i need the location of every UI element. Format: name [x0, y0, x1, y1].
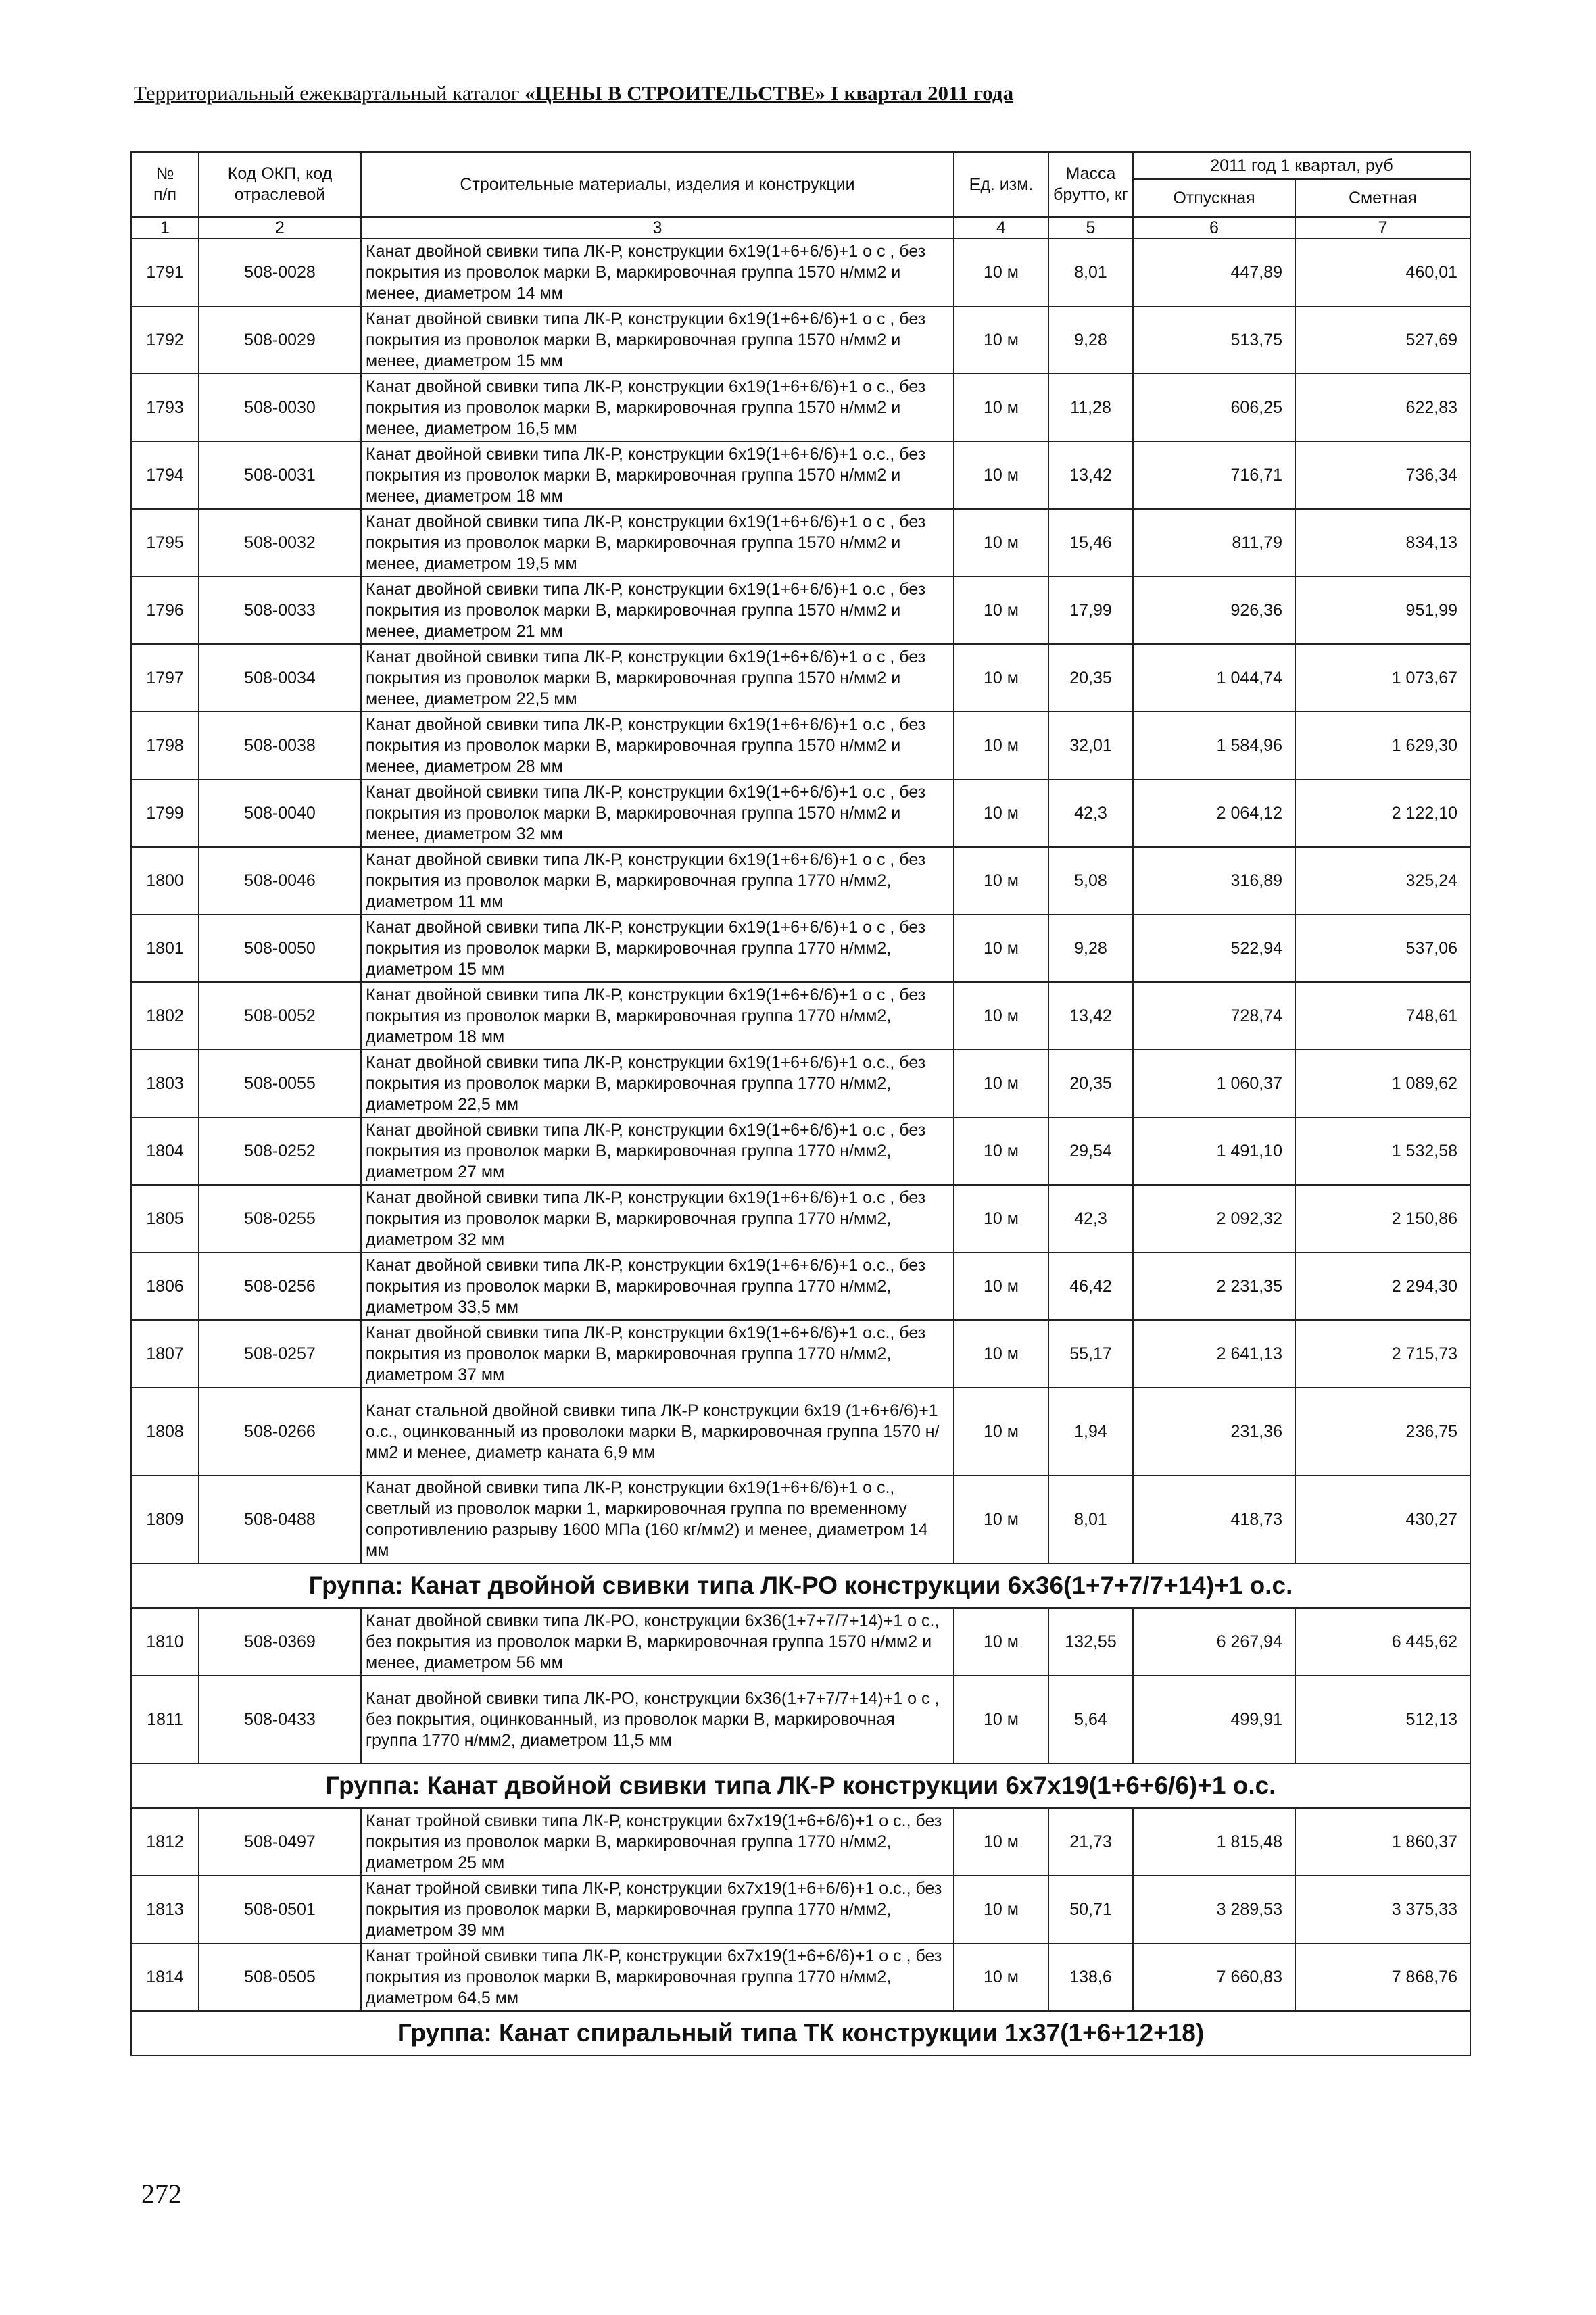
table-row: [131, 239, 1470, 306]
row-code: 508-0433: [199, 1676, 361, 1763]
row-release-price: 3 289,53: [1133, 1876, 1295, 1943]
column-index: 6: [1133, 217, 1295, 239]
row-unit: 10 м: [954, 1943, 1048, 2011]
row-release-price: 7 660,83: [1133, 1943, 1295, 2011]
row-code: 508-0052: [199, 982, 361, 1050]
table-row: [131, 779, 1470, 847]
row-number: 1796: [131, 577, 199, 644]
row-unit: 10 м: [954, 915, 1048, 982]
row-mass: 15,46: [1048, 509, 1133, 577]
row-unit: 10 м: [954, 1608, 1048, 1676]
row-mass: 29,54: [1048, 1117, 1133, 1185]
row-name: Канат тройной свивки типа ЛК-Р, конструкции 6х7х19(1+6+6/6)+1 о с , без покрытия из проволок марки В, маркировочная группа 1770 н/мм2, диаметром 64,5 мм: [361, 1943, 954, 2011]
row-number: 1804: [131, 1117, 199, 1185]
table-row: [131, 847, 1470, 915]
table-row: [131, 1808, 1470, 1876]
row-estimate-price: 460,01: [1295, 239, 1470, 306]
row-unit: 10 м: [954, 577, 1048, 644]
col-num-header: № п/п: [131, 152, 199, 217]
table-row: [131, 1320, 1470, 1388]
row-code: 508-0505: [199, 1943, 361, 2011]
row-code: 508-0257: [199, 1320, 361, 1388]
column-index: 4: [954, 217, 1048, 239]
row-mass: 13,42: [1048, 982, 1133, 1050]
row-code: 508-0501: [199, 1876, 361, 1943]
row-mass: 9,28: [1048, 915, 1133, 982]
row-name: Канат двойной свивки типа ЛК-Р, конструкции 6х19(1+6+6/6)+1 о.с., без покрытия из проволок марки В, маркировочная группа 1570 н/мм2 и менее, диаметром 18 мм: [361, 441, 954, 509]
column-index: 7: [1295, 217, 1470, 239]
table-row: [131, 441, 1470, 509]
table-row: [131, 1185, 1470, 1252]
row-number: 1808: [131, 1388, 199, 1476]
row-mass: 5,64: [1048, 1676, 1133, 1763]
row-name: Канат тройной свивки типа ЛК-Р, конструкции 6х7х19(1+6+6/6)+1 о.с., без покрытия из проволок марки В, маркировочная группа 1770 н/мм2, диаметром 39 мм: [361, 1876, 954, 1943]
row-unit: 10 м: [954, 1320, 1048, 1388]
row-unit: 10 м: [954, 1252, 1048, 1320]
row-unit: 10 м: [954, 779, 1048, 847]
row-release-price: 1 060,37: [1133, 1050, 1295, 1117]
row-estimate-price: 2 715,73: [1295, 1320, 1470, 1388]
row-estimate-price: 1 532,58: [1295, 1117, 1470, 1185]
row-name: Канат двойной свивки типа ЛК-Р, конструкции 6х19(1+6+6/6)+1 о.с , без покрытия из проволок марки В, маркировочная группа 1770 н/мм2, диаметром 27 мм: [361, 1117, 954, 1185]
row-number: 1801: [131, 915, 199, 982]
col-estimate-header: Сметная: [1295, 179, 1470, 217]
column-index: 2: [199, 217, 361, 239]
row-number: 1802: [131, 982, 199, 1050]
row-mass: 55,17: [1048, 1320, 1133, 1388]
group-title: Группа: Канат двойной свивки типа ЛК-РО конструкции 6х36(1+7+7/7+14)+1 о.с.: [131, 1563, 1470, 1608]
row-release-price: 2 092,32: [1133, 1185, 1295, 1252]
row-mass: 17,99: [1048, 577, 1133, 644]
row-unit: 10 м: [954, 1676, 1048, 1763]
row-mass: 20,35: [1048, 1050, 1133, 1117]
row-unit: 10 м: [954, 239, 1048, 306]
row-release-price: 1 584,96: [1133, 712, 1295, 779]
row-estimate-price: 430,27: [1295, 1476, 1470, 1563]
row-code: 508-0369: [199, 1608, 361, 1676]
col-code-header: Код ОКП, код отраслевой: [199, 152, 361, 217]
row-code: 508-0031: [199, 441, 361, 509]
table-row: [131, 1476, 1470, 1563]
row-number: 1810: [131, 1608, 199, 1676]
row-unit: 10 м: [954, 509, 1048, 577]
column-index: 3: [361, 217, 954, 239]
row-estimate-price: 3 375,33: [1295, 1876, 1470, 1943]
row-number: 1809: [131, 1476, 199, 1563]
page-header: [134, 81, 1283, 105]
table-row: [131, 915, 1470, 982]
row-name: Канат двойной свивки типа ЛК-Р, конструкции 6х19(1+6+6/6)+1 о.с , без покрытия из проволок марки В, маркировочная группа 1570 н/мм2 и менее, диаметром 32 мм: [361, 779, 954, 847]
row-code: 508-0497: [199, 1808, 361, 1876]
row-mass: 13,42: [1048, 441, 1133, 509]
row-mass: 32,01: [1048, 712, 1133, 779]
table-row: [131, 1252, 1470, 1320]
row-release-price: 1 044,74: [1133, 644, 1295, 712]
row-estimate-price: 834,13: [1295, 509, 1470, 577]
row-unit: 10 м: [954, 847, 1048, 915]
row-release-price: 513,75: [1133, 306, 1295, 374]
row-mass: 8,01: [1048, 239, 1133, 306]
row-name: Канат двойной свивки типа ЛК-Р, конструкции 6х19(1+6+6/6)+1 о.с , без покрытия из проволок марки В, маркировочная группа 1570 н/мм2 и менее, диаметром 28 мм: [361, 712, 954, 779]
row-name: Канат двойной свивки типа ЛК-Р, конструкции 6х19(1+6+6/6)+1 о с., светлый из проволок марки 1, маркировочная группа по временному сопротивлению разрыву 1600 МПа (160 кг/мм2) и менее, диаметром 14 мм: [361, 1476, 954, 1563]
header-catalog-name: «ЦЕНЫ В СТРОИТЕЛЬСТВЕ» I квартал 2011 года: [525, 81, 1014, 105]
row-number: 1807: [131, 1320, 199, 1388]
column-index-row: [131, 217, 1470, 239]
row-name: Канат двойной свивки типа ЛК-Р, конструкции 6х19(1+6+6/6)+1 о.с , без покрытия из проволок марки В, маркировочная группа 1570 н/мм2 и менее, диаметром 21 мм: [361, 577, 954, 644]
table-row: [131, 712, 1470, 779]
row-release-price: 716,71: [1133, 441, 1295, 509]
row-release-price: 2 641,13: [1133, 1320, 1295, 1388]
row-unit: 10 м: [954, 1050, 1048, 1117]
row-number: 1811: [131, 1676, 199, 1763]
col-unit-header: Ед. изм.: [954, 152, 1048, 217]
table-row: [131, 509, 1470, 577]
row-mass: 20,35: [1048, 644, 1133, 712]
table-body: [131, 239, 1470, 2055]
row-mass: 132,55: [1048, 1608, 1133, 1676]
row-name: Канат двойной свивки типа ЛК-Р, конструкции 6х19(1+6+6/6)+1 о.с., без покрытия из проволок марки В, маркировочная группа 1770 н/мм2, диаметром 22,5 мм: [361, 1050, 954, 1117]
row-code: 508-0040: [199, 779, 361, 847]
row-mass: 5,08: [1048, 847, 1133, 915]
row-code: 508-0488: [199, 1476, 361, 1563]
table-header: [131, 152, 1470, 239]
row-mass: 9,28: [1048, 306, 1133, 374]
row-unit: 10 м: [954, 1808, 1048, 1876]
row-release-price: 2 231,35: [1133, 1252, 1295, 1320]
row-code: 508-0029: [199, 306, 361, 374]
row-unit: 10 м: [954, 306, 1048, 374]
row-estimate-price: 622,83: [1295, 374, 1470, 441]
row-number: 1803: [131, 1050, 199, 1117]
row-mass: 42,3: [1048, 1185, 1133, 1252]
row-release-price: 499,91: [1133, 1676, 1295, 1763]
row-mass: 8,01: [1048, 1476, 1133, 1563]
table-row: [131, 982, 1470, 1050]
row-code: 508-0256: [199, 1252, 361, 1320]
table-row: [131, 1388, 1470, 1476]
row-estimate-price: 236,75: [1295, 1388, 1470, 1476]
row-estimate-price: 325,24: [1295, 847, 1470, 915]
row-number: 1805: [131, 1185, 199, 1252]
row-name: Канат двойной свивки типа ЛК-Р, конструкции 6х19(1+6+6/6)+1 о с., без покрытия из проволок марки В, маркировочная группа 1570 н/мм2 и менее, диаметром 16,5 мм: [361, 374, 954, 441]
row-unit: 10 м: [954, 712, 1048, 779]
row-code: 508-0255: [199, 1185, 361, 1252]
row-number: 1798: [131, 712, 199, 779]
row-name: Канат двойной свивки типа ЛК-Р, конструкции 6х19(1+6+6/6)+1 о.с., без покрытия из проволок марки В, маркировочная группа 1770 н/мм2, диаметром 33,5 мм: [361, 1252, 954, 1320]
row-code: 508-0033: [199, 577, 361, 644]
column-index: 1: [131, 217, 199, 239]
row-code: 508-0038: [199, 712, 361, 779]
row-name: Канат двойной свивки типа ЛК-Р, конструкции 6х19(1+6+6/6)+1 о.с , без покрытия из проволок марки В, маркировочная группа 1770 н/мм2, диаметром 32 мм: [361, 1185, 954, 1252]
row-estimate-price: 2 294,30: [1295, 1252, 1470, 1320]
price-table: [130, 151, 1471, 2056]
row-code: 508-0055: [199, 1050, 361, 1117]
row-code: 508-0032: [199, 509, 361, 577]
table-row: [131, 1117, 1470, 1185]
row-code: 508-0028: [199, 239, 361, 306]
table-row: [131, 1943, 1470, 2011]
row-release-price: 316,89: [1133, 847, 1295, 915]
group-header-row: [131, 2011, 1470, 2055]
row-unit: 10 м: [954, 1388, 1048, 1476]
group-title: Группа: Канат спиральный типа ТК конструкции 1х37(1+6+12+18): [131, 2011, 1470, 2055]
row-estimate-price: 1 073,67: [1295, 644, 1470, 712]
row-unit: 10 м: [954, 1185, 1048, 1252]
table-row: [131, 306, 1470, 374]
col-mass-header: Масса брутто, кг: [1048, 152, 1133, 217]
row-mass: 138,6: [1048, 1943, 1133, 2011]
row-code: 508-0050: [199, 915, 361, 982]
row-number: 1792: [131, 306, 199, 374]
row-code: 508-0252: [199, 1117, 361, 1185]
row-name: Канат двойной свивки типа ЛК-Р, конструкции 6х19(1+6+6/6)+1 о с , без покрытия из проволок марки В, маркировочная группа 1570 н/мм2 и менее, диаметром 14 мм: [361, 239, 954, 306]
column-index: 5: [1048, 217, 1133, 239]
row-mass: 50,71: [1048, 1876, 1133, 1943]
row-number: 1791: [131, 239, 199, 306]
row-release-price: 2 064,12: [1133, 779, 1295, 847]
row-estimate-price: 7 868,76: [1295, 1943, 1470, 2011]
row-estimate-price: 1 629,30: [1295, 712, 1470, 779]
row-name: Канат двойной свивки типа ЛК-Р, конструкции 6х19(1+6+6/6)+1 о с , без покрытия из проволок марки В, маркировочная группа 1570 н/мм2 и менее, диаметром 15 мм: [361, 306, 954, 374]
row-release-price: 811,79: [1133, 509, 1295, 577]
row-unit: 10 м: [954, 644, 1048, 712]
group-title: Группа: Канат двойной свивки типа ЛК-Р конструкции 6х7х19(1+6+6/6)+1 о.с.: [131, 1763, 1470, 1808]
row-release-price: 447,89: [1133, 239, 1295, 306]
row-number: 1812: [131, 1808, 199, 1876]
row-release-price: 606,25: [1133, 374, 1295, 441]
row-mass: 42,3: [1048, 779, 1133, 847]
row-number: 1797: [131, 644, 199, 712]
table-row: [131, 1876, 1470, 1943]
row-name: Канат двойной свивки типа ЛК-Р, конструкции 6х19(1+6+6/6)+1 о с , без покрытия из проволок марки В, маркировочная группа 1770 н/мм2, диаметром 15 мм: [361, 915, 954, 982]
row-name: Канат двойной свивки типа ЛК-РО, конструкции 6х36(1+7+7/7+14)+1 о с., без покрытия из проволок марки В, маркировочная группа 1570 н/мм2 и менее, диаметром 56 мм: [361, 1608, 954, 1676]
page-number: 272: [141, 2178, 182, 2209]
row-estimate-price: 6 445,62: [1295, 1608, 1470, 1676]
row-mass: 11,28: [1048, 374, 1133, 441]
row-estimate-price: 537,06: [1295, 915, 1470, 982]
row-number: 1806: [131, 1252, 199, 1320]
row-estimate-price: 1 089,62: [1295, 1050, 1470, 1117]
row-unit: 10 м: [954, 1117, 1048, 1185]
row-release-price: 926,36: [1133, 577, 1295, 644]
row-number: 1794: [131, 441, 199, 509]
row-estimate-price: 736,34: [1295, 441, 1470, 509]
row-unit: 10 м: [954, 982, 1048, 1050]
row-unit: 10 м: [954, 441, 1048, 509]
col-release-header: Отпускная: [1133, 179, 1295, 217]
col-period-header: 2011 год 1 квартал, руб: [1133, 152, 1470, 179]
row-name: Канат тройной свивки типа ЛК-Р, конструкции 6х7х19(1+6+6/6)+1 о с., без покрытия из проволок марки В, маркировочная группа 1770 н/мм2, диаметром 25 мм: [361, 1808, 954, 1876]
row-unit: 10 м: [954, 1876, 1048, 1943]
row-estimate-price: 951,99: [1295, 577, 1470, 644]
group-header-row: [131, 1763, 1470, 1808]
row-number: 1814: [131, 1943, 199, 2011]
row-number: 1813: [131, 1876, 199, 1943]
row-number: 1795: [131, 509, 199, 577]
row-estimate-price: 527,69: [1295, 306, 1470, 374]
row-release-price: 1 815,48: [1133, 1808, 1295, 1876]
row-release-price: 522,94: [1133, 915, 1295, 982]
row-estimate-price: 748,61: [1295, 982, 1470, 1050]
table-row: [131, 577, 1470, 644]
row-code: 508-0046: [199, 847, 361, 915]
table-row: [131, 1676, 1470, 1763]
row-unit: 10 м: [954, 374, 1048, 441]
row-name: Канат двойной свивки типа ЛК-Р, конструкции 6х19(1+6+6/6)+1 о с , без покрытия из проволок марки В, маркировочная группа 1770 н/мм2, диаметром 11 мм: [361, 847, 954, 915]
table-row: [131, 1050, 1470, 1117]
row-name: Канат двойной свивки типа ЛК-РО, конструкции 6х36(1+7+7/7+14)+1 о с , без покрытия, оцинкованный, из проволок марки В, маркировочная группа 1770 н/мм2, диаметром 11,5 мм: [361, 1676, 954, 1763]
row-code: 508-0030: [199, 374, 361, 441]
table-row: [131, 644, 1470, 712]
row-name: Канат стальной двойной свивки типа ЛК-Р конструкции 6х19 (1+6+6/6)+1 о.с., оцинкованный из проволоки марки В, маркировочная группа 1570 н/мм2 и менее, диаметр каната 6,9 мм: [361, 1388, 954, 1476]
row-release-price: 418,73: [1133, 1476, 1295, 1563]
row-name: Канат двойной свивки типа ЛК-Р, конструкции 6х19(1+6+6/6)+1 о с , без покрытия из проволок марки В, маркировочная группа 1570 н/мм2 и менее, диаметром 19,5 мм: [361, 509, 954, 577]
row-number: 1799: [131, 779, 199, 847]
row-estimate-price: 512,13: [1295, 1676, 1470, 1763]
table-row: [131, 1608, 1470, 1676]
row-release-price: 231,36: [1133, 1388, 1295, 1476]
row-estimate-price: 2 122,10: [1295, 779, 1470, 847]
row-number: 1793: [131, 374, 199, 441]
row-name: Канат двойной свивки типа ЛК-Р, конструкции 6х19(1+6+6/6)+1 о с , без покрытия из проволок марки В, маркировочная группа 1770 н/мм2, диаметром 18 мм: [361, 982, 954, 1050]
row-mass: 46,42: [1048, 1252, 1133, 1320]
group-header-row: [131, 1563, 1470, 1608]
row-name: Канат двойной свивки типа ЛК-Р, конструкции 6х19(1+6+6/6)+1 о.с., без покрытия из проволок марки В, маркировочная группа 1770 н/мм2, диаметром 37 мм: [361, 1320, 954, 1388]
row-unit: 10 м: [954, 1476, 1048, 1563]
row-release-price: 728,74: [1133, 982, 1295, 1050]
row-mass: 21,73: [1048, 1808, 1133, 1876]
col-name-header: Строительные материалы, изделия и конструкции: [361, 152, 954, 217]
row-release-price: 1 491,10: [1133, 1117, 1295, 1185]
header-prefix: Территориальный ежеквартальный каталог: [134, 81, 525, 105]
row-estimate-price: 1 860,37: [1295, 1808, 1470, 1876]
row-mass: 1,94: [1048, 1388, 1133, 1476]
row-number: 1800: [131, 847, 199, 915]
row-estimate-price: 2 150,86: [1295, 1185, 1470, 1252]
row-release-price: 6 267,94: [1133, 1608, 1295, 1676]
table-row: [131, 374, 1470, 441]
row-code: 508-0034: [199, 644, 361, 712]
row-code: 508-0266: [199, 1388, 361, 1476]
row-name: Канат двойной свивки типа ЛК-Р, конструкции 6х19(1+6+6/6)+1 о с , без покрытия из проволок марки В, маркировочная группа 1570 н/мм2 и менее, диаметром 22,5 мм: [361, 644, 954, 712]
